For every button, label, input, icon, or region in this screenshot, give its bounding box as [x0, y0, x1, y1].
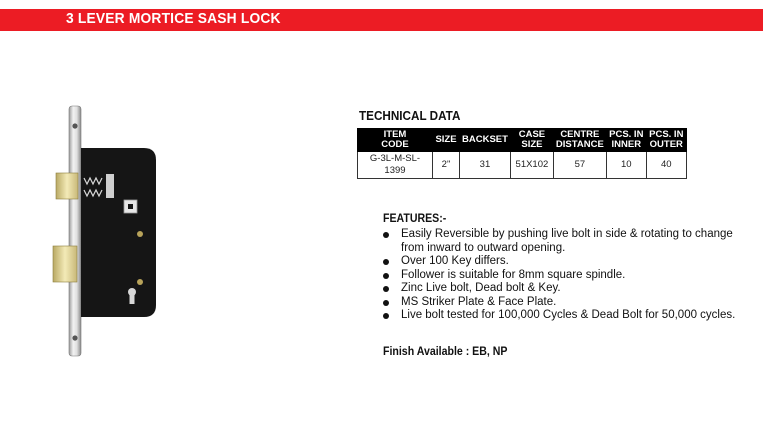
finish-available: Finish Available : EB, NP: [383, 346, 508, 358]
list-item: [383, 296, 743, 310]
table-row: [358, 152, 687, 179]
face-plate-screw-top: [72, 123, 77, 128]
feature-text: Over 100 Key differs.: [401, 255, 509, 267]
bullet-icon: [383, 286, 389, 292]
table-cell: 31: [460, 152, 511, 179]
column-header: SIZE: [433, 129, 460, 152]
bullet-icon: [383, 300, 389, 306]
list-item: [383, 282, 743, 296]
feature-text: Follower is suitable for 8mm square spindle.: [401, 268, 626, 281]
list-item: [383, 309, 743, 323]
table-header-row: [358, 129, 687, 152]
feature-text: Zinc Live bolt, Dead bolt & Key.: [401, 282, 561, 294]
table-cell: 40: [646, 152, 686, 179]
column-header: ITEM CODE: [358, 129, 433, 152]
table-cell: 10: [606, 152, 646, 179]
face-plate-screw-bottom: [72, 335, 77, 340]
dead-bolt: [53, 246, 77, 282]
column-header: CASE SIZE: [510, 129, 553, 152]
bullet-icon: [383, 259, 389, 265]
column-header: CENTRE DISTANCE: [553, 129, 606, 152]
lock-case: [81, 148, 156, 317]
latch-bolt: [56, 173, 78, 199]
case-rivet: [137, 231, 143, 237]
bullet-icon: [383, 232, 389, 238]
list-item: [383, 228, 743, 255]
list-item: [383, 255, 743, 269]
features-heading: FEATURES:-: [383, 213, 447, 225]
case-rivet: [137, 279, 143, 285]
face-plate: [69, 106, 81, 356]
table-cell: 57: [553, 152, 606, 179]
column-header: PCS. IN INNER: [606, 129, 646, 152]
table-cell: 2": [433, 152, 460, 179]
technical-data-heading: TECHNICAL DATA: [359, 108, 461, 123]
feature-text: Easily Reversible by pushing live bolt in side & rotating to change from inward to outward opening.: [401, 228, 733, 254]
column-header: PCS. IN OUTER: [646, 129, 686, 152]
page-title: 3 LEVER MORTICE SASH LOCK: [66, 10, 281, 27]
bullet-icon: [383, 313, 389, 319]
product-image: [40, 100, 175, 370]
list-item: [383, 269, 743, 283]
feature-text: Live bolt tested for 100,000 Cycles & Dead Bolt for 50,000 cycles.: [401, 309, 736, 321]
column-header: BACKSET: [460, 129, 511, 152]
table-cell: G-3L-M-SL-1399: [358, 152, 433, 179]
feature-text: MS Striker Plate & Face Plate.: [401, 295, 557, 308]
table-cell: 51X102: [510, 152, 553, 179]
title-bar: [0, 9, 763, 31]
technical-data-table: [357, 128, 687, 179]
bullet-icon: [383, 273, 389, 279]
features-list: [383, 228, 743, 323]
